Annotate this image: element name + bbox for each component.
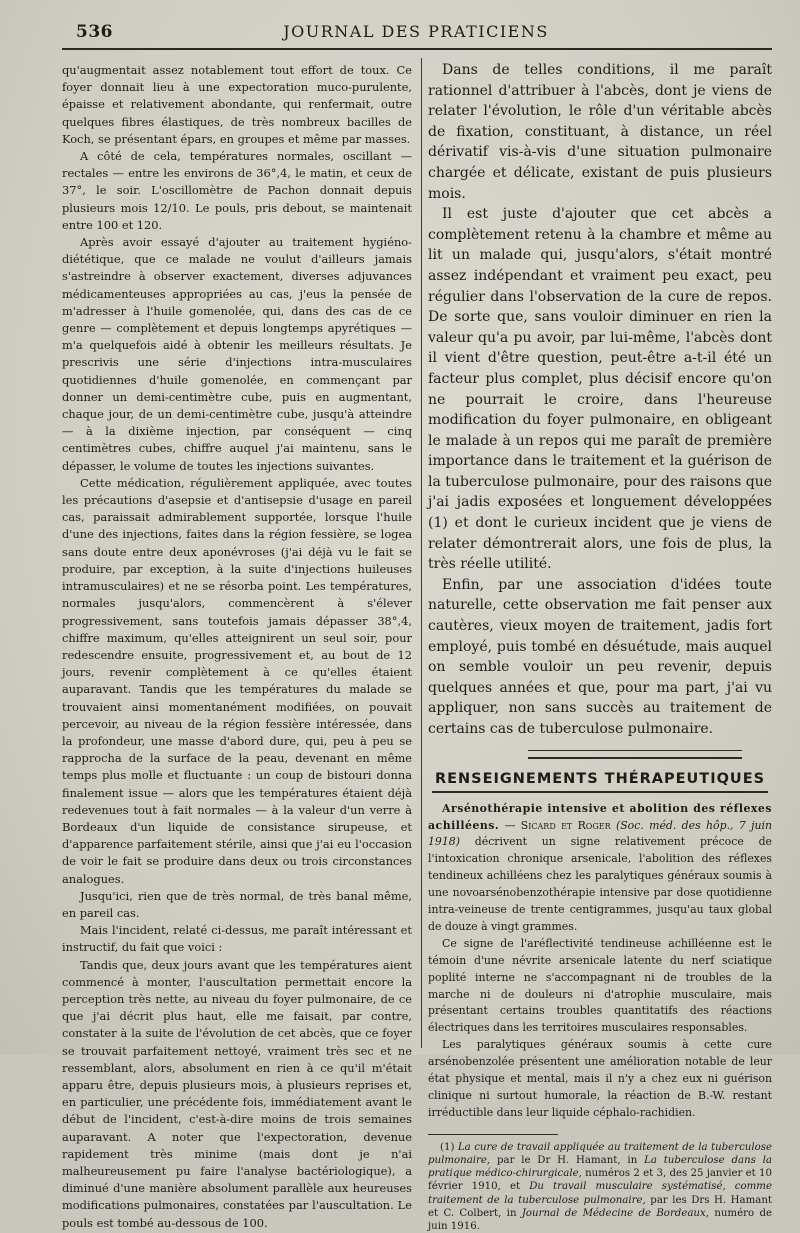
footnote-issue-2: numéro de juin 1916. (428, 1207, 772, 1233)
article-title: Arsénothérapie intensive et abolition des réflexes achilléens. (428, 801, 772, 832)
paragraph: Cette médication, régulièrement appliquée, avec toutes les précautions d'asepsie et d'antisepsie d'usage en pareil cas, paraissait admirablement supportée, lorsque l'huile d'une des injections, faites dans la région fessière, se logea sans doute entre deux aponévroses (j'ai déjà vu le fait se produire, par exception, à la suite d'injections huileuses intramusculaires) et ne se résorba point. Les températures, normales jusqu'alors, commencèrent à s'élever progressivement, sans toutefois jamais dépasser 38°,4, chiffre maximum, qu'elles atteignirent un seul soir, pour redescendre ensuite, progressivement et, au bout de 12 jours, revenir complètement à ce qu'elles étaient auparavant. Tandis que les températures du malade se trouvaient ainsi momentanément modifiées, on pouvait percevoir, au niveau de la région fessière intéressée, dans la profondeur, une masse d'abord dure, qui, peu à peu se rapprocha de la surface de la peau, devenant en même temps plus molle et fluctuante : un coup de bistouri donna finalement issue — alors que les températures étaient déjà redevenues tout à fait normales — à la valeur d'un verre à Bordeaux d'un liquide de consistance sirupeuse, et d'apparence parfaitement stérile, ainsi que j'ai eu l'occasion de voir le fait se produire dans deux ou trois circonstances analogues. (62, 475, 412, 886)
column-divider (421, 58, 422, 1048)
article-citation: (Soc. méd. des hôp., 7 juin 1918) (428, 818, 772, 849)
paragraph: Tandis que, deux jours avant que les températures aient commencé à monter, l'auscultation permettait encore la perception très nette, au niveau du foyer pulmonaire, de ce que j'ai décrit plus haut, elle me faisait, par contre, constater à la suite de l'évolution de cet abcès, que ce foyer se trouvait parfaitement nettoyé, vraiment très sec et ne ressemblant, alors, absolument en rien à ce qu'il m'était apparu être, depuis plusieurs mois, à plusieurs reprises et, en particulier, une précédente fois, immédiatement avant le début de l'incident, c'est-à-dire moins de trois semaines auparavant. A noter que l'expectoration, devenue rapidement très minime (mais dont je n'ai malheureusement pu faire l'analyse bactériologique), a diminué d'une manière absolument parallèle aux heureuses modifications pulmonaires, constatées par l'auscultation. Le pouls est tombé au-dessous de 100. (62, 957, 412, 1230)
footnote-author-2: par les Drs H. Hamant et C. Colbert, in (428, 1194, 772, 1219)
footnote (428, 1141, 772, 1233)
journal-title: JOURNAL DES PRATICIENS (283, 22, 549, 41)
paragraph: Dans de telles conditions, il me paraît rationnel d'attribuer à l'abcès, dont je viens de relater l'évolution, le rôle d'un véritable abcès de fixation, constituant, à distance, un réel dérivatif vis-à-vis d'une situation pulmonaire chargée et délicate, existant de puis plusieurs mois. (428, 62, 772, 202)
therapeutic-note (428, 801, 772, 1122)
paragraph: Jusqu'ici, rien que de très normal, de très banal même, en pareil cas. (62, 888, 412, 920)
footnote-source-2: Journal de Médecine de Bordeaux, (521, 1207, 709, 1219)
article-body: décrivent un signe relativement précoce de l'intoxication chronique arsenicale, l'abolition des réflexes tendineux achilléens chez les paralytiques généraux soumis à une novoarsénobenzothérapie intensive par dose quotidienne intra-veineuse de trente centigrammes, jusqu'au taux global de douze à vingt grammes. (428, 835, 772, 933)
article-continuation (428, 60, 772, 740)
paragraph: Après avoir essayé d'ajouter au traitement hygiéno-diététique, que ce malade ne voulut d'ailleurs jamais s'astreindre à observer exactement, diverses adjuvances médicamenteuses appropriées au cas, j'eus la pensée de m'adresser à l'huile gomenolée, qui, dans des cas de ce genre — complètement et depuis longtemps apyrétiques — m'a quelquefois aidé à obtenir les meilleurs résultats. Je prescrivis une série d'injections intra-musculaires quotidiennes d'huile gomenolée, en commençant par donner un demi-centimètre cube, puis en augmentant, chaque jour, de un demi-centimètre cube, jusqu'à atteindre — à la dixième injection, par conséquent — cinq centimètres cubes, chiffre auquel j'ai maintenu, sans le dépasser, le volume de toutes les injections suivantes. (62, 235, 412, 473)
paragraph: Ce signe de l'aréflectivité tendineuse achilléenne est le témoin d'une névrite arsenicale latente du nerf sciatique poplité interne ne s'accompagnant ni de troubles de la marche ni de douleurs ni d'atrophie musculaire, mais présentant certains troubles quantitatifs des réactions électriques dans les territoires musculaires responsables. (428, 936, 772, 1035)
footnote-issue-1: numéros 2 et 3, des 25 janvier et 10 février 1910, et (428, 1168, 772, 1193)
article-lead (428, 801, 772, 936)
section-ornament (528, 750, 742, 759)
footnote-rule (428, 1134, 558, 1135)
header-rule (62, 48, 772, 50)
paragraph: qu'augmentait assez notablement tout effort de toux. Ce foyer donnait lieu à une expectoration muco-purulente, épaisse et relativement abondante, qui renfermait, outre quelques fibres élastiques, de très nombreux bacilles de Koch, se présentant épars, en groupes et même par masses. (62, 63, 412, 146)
paragraph: Les paralytiques généraux soumis à cette cure arsénobenzolée présentent une amélioration notable de leur état physique et mental, mais il n'y a chez eux ni guérison clinique ni surtout humorale, la réaction de B.-W. restant irréductible dans leur liquide céphalo-rachidien. (428, 1038, 772, 1119)
left-column (62, 62, 412, 1230)
paragraph: Mais l'incident, relaté ci-dessus, me paraît intéressant et instructif, du fait que voici : (62, 923, 412, 955)
footnote-title-2: Du travail musculaire systématisé, comme traitement de la tuberculose pulmonaire, (428, 1181, 772, 1206)
right-column (428, 60, 772, 1233)
article-authors: — Sicard et Roger (504, 818, 611, 832)
paragraph: Enfin, par une association d'idées toute naturelle, cette observation me fait penser aux cautères, vieux moyen de traitement, jadis fort employé, puis tombé en désuétude, mais auquel on semble vouloir un peu revenir, depuis quelques années et que, pour ma part, j'ai vu appliquer, non sans succès au traitement de certains cas de tuberculose pulmonaire. (428, 576, 772, 737)
section-rule (432, 791, 768, 793)
footnote-source-1: La tuberculose dans la pratique médico-chirurgicale, (428, 1155, 772, 1180)
page-header (62, 14, 770, 48)
footnote-marker: (1) (440, 1141, 455, 1153)
footnote-title-1: La cure de travail appliquée au traitement de la tuberculose pulmonaire, (428, 1141, 772, 1167)
section-title: RENSEIGNEMENTS THÉRAPEUTIQUES (434, 770, 766, 787)
footnote-author-1: par le Dr H. Hamant, in (496, 1155, 638, 1167)
paragraph: Il est juste d'ajouter que cet abcès a complètement retenu à la chambre et même au lit un malade qui, jusqu'alors, s'était montré assez indépendant et vraiment peu exact, peu régulier dans l'observation de la cure de repos. De sorte que, sans vouloir diminuer en rien la valeur qu'a pu avoir, par lui-même, l'abcès dont il vient d'être question, peut-être a-t-il été un facteur plus complet, plus décisif encore qu'on ne pourrait le croire, dans l'heureuse modification du foyer pulmonaire, en obligeant le malade à un repos qui me paraît de première importance dans le traitement et la guérison de la tuberculose pulmonaire, pour des raisons que j'ai jadis exposées et longuement développées (1) et dont le curieux incident que je viens de relater démontrerait alors, une fois de plus, la très réelle utilité. (428, 206, 772, 573)
page-number: 536 (76, 22, 113, 42)
paragraph: A côté de cela, températures normales, oscillant — rectales — entre les environs de 36°,4, le matin, et ceux de 37°, le soir. L'oscillomètre de Pachon donnait depuis plusieurs mois 12/10. Le pouls, pris debout, se maintenait entre 100 et 120. (62, 149, 412, 232)
